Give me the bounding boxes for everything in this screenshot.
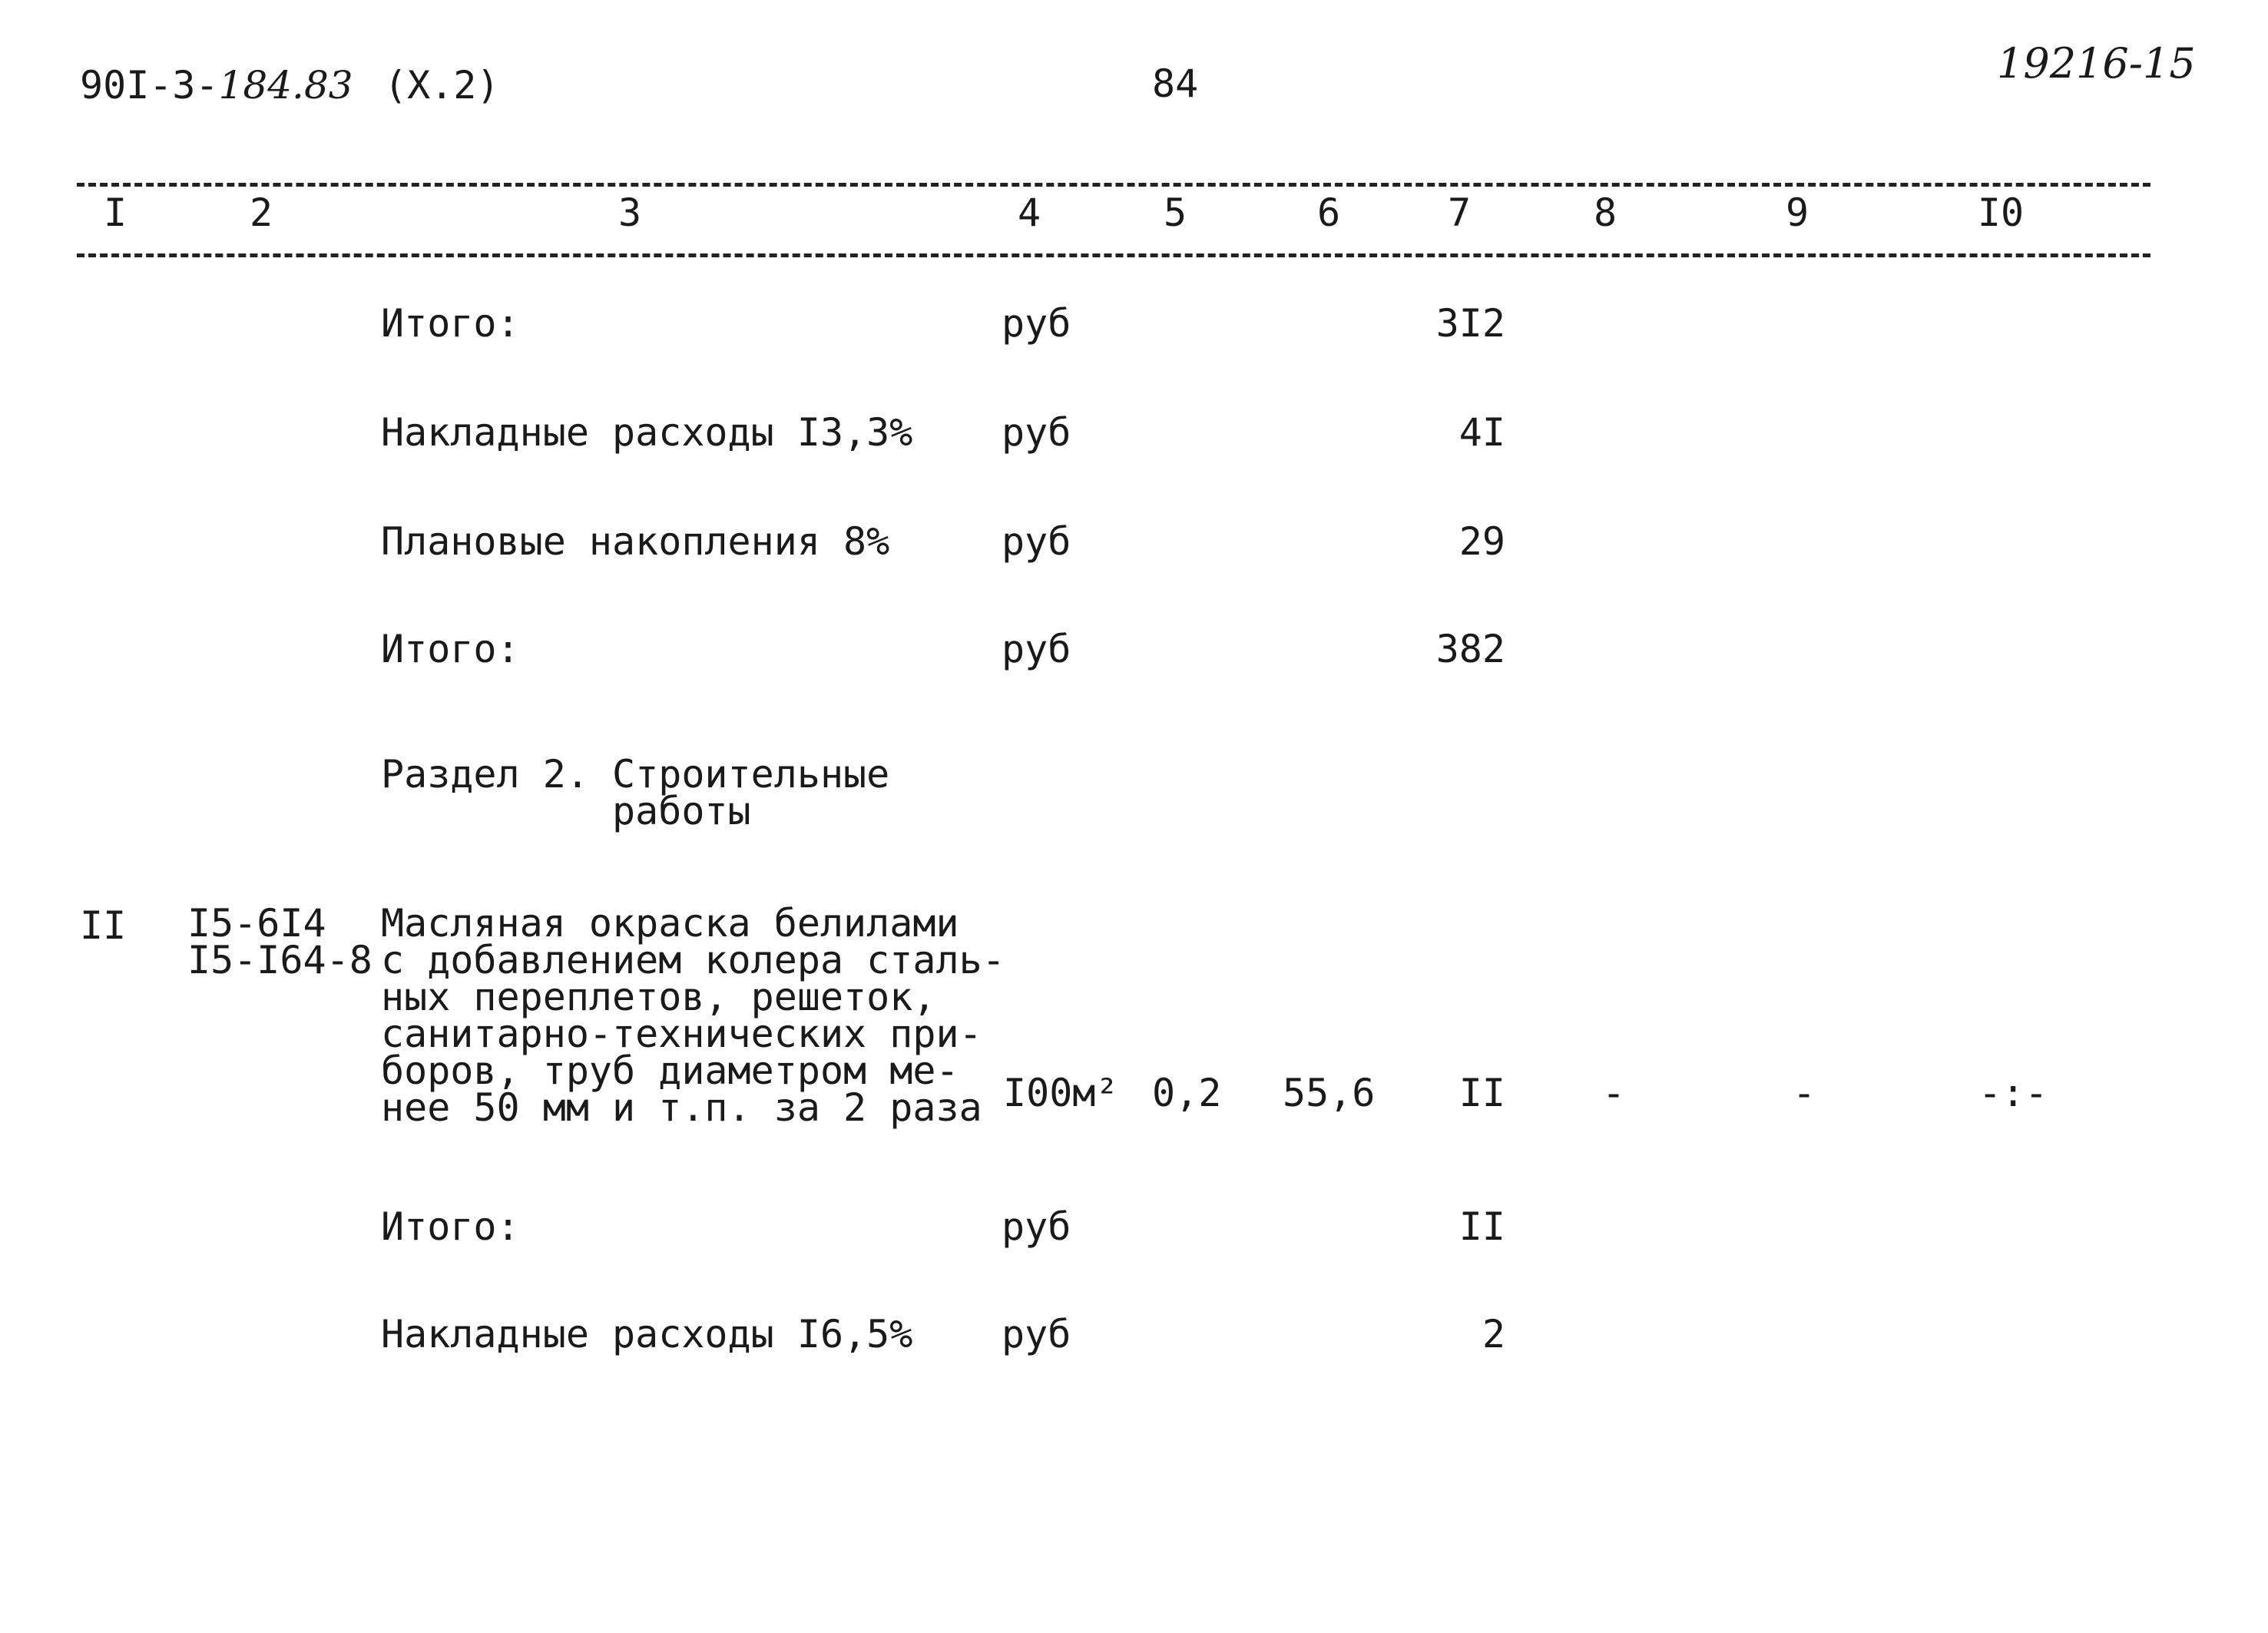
row-overhead-2-value: 2 <box>1482 1312 1505 1356</box>
item-col10: -:- <box>1978 1071 2048 1115</box>
header-rule-top <box>77 183 2150 187</box>
row-overhead-1-text: Накладные расходы I3,3% <box>381 410 913 455</box>
row-total-3-text: Итого: <box>381 1204 520 1249</box>
doc-code-handwritten: 184.83 <box>218 63 353 108</box>
archive-number: 19216-15 <box>1997 39 2196 88</box>
item-description: Масляная окраска белилами с добавлением колера сталь- ных переплетов, решеток, санитарно-технических при- боров, труб диаметром ме- нее 50 мм и т.п. за 2 раза <box>381 901 1005 1130</box>
row-savings-value: 29 <box>1458 519 1505 564</box>
col-header-2: 2 <box>249 190 273 235</box>
row-total-3-value: II <box>1458 1204 1505 1249</box>
item-col8: - <box>1602 1071 1626 1115</box>
col-header-7: 7 <box>1447 190 1472 235</box>
header-rule-bottom <box>77 253 2150 257</box>
doc-part: (X.2) <box>384 63 500 108</box>
col-header-8: 8 <box>1593 190 1617 235</box>
item-number: II <box>80 903 127 948</box>
row-total-2-text: Итого: <box>381 627 520 671</box>
row-total-1-value: 3I2 <box>1435 301 1505 346</box>
col-header-9: 9 <box>1785 190 1809 235</box>
row-overhead-1-unit: руб <box>1002 410 1071 455</box>
row-total-1-unit: руб <box>1002 301 1071 346</box>
row-total-3-unit: руб <box>1002 1204 1071 1249</box>
row-overhead-2-text: Накладные расходы I6,5% <box>381 1312 913 1356</box>
row-overhead-2-unit: руб <box>1002 1312 1071 1356</box>
row-overhead-1-value: 4I <box>1458 410 1505 455</box>
item-unit: I00м² <box>1003 1071 1119 1115</box>
col-header-1: I <box>103 190 127 235</box>
row-total-2-value: 382 <box>1435 627 1505 671</box>
row-total-1-text: Итого: <box>381 301 520 346</box>
item-codes: I5-6I4 I5-I64-8 <box>187 901 372 982</box>
doc-code-printed: 90I-3- <box>80 63 219 108</box>
col-header-3: 3 <box>617 190 642 235</box>
section-heading: Раздел 2. Строительные работы <box>381 752 890 833</box>
row-savings-text: Плановые накопления 8% <box>381 519 890 564</box>
col-header-10: I0 <box>1977 190 2025 235</box>
col-header-4: 4 <box>1017 190 1041 235</box>
row-savings-unit: руб <box>1002 519 1071 564</box>
row-total-2-unit: руб <box>1002 627 1071 671</box>
col-header-6: 6 <box>1316 190 1341 235</box>
item-total: II <box>1458 1071 1505 1115</box>
item-col9: - <box>1793 1071 1816 1115</box>
col-header-5: 5 <box>1163 190 1187 235</box>
page-number: 84 <box>1152 61 1199 106</box>
item-quantity: 0,2 <box>1152 1071 1222 1115</box>
doc-code <box>80 63 353 108</box>
item-unit-price: 55,6 <box>1283 1071 1376 1115</box>
